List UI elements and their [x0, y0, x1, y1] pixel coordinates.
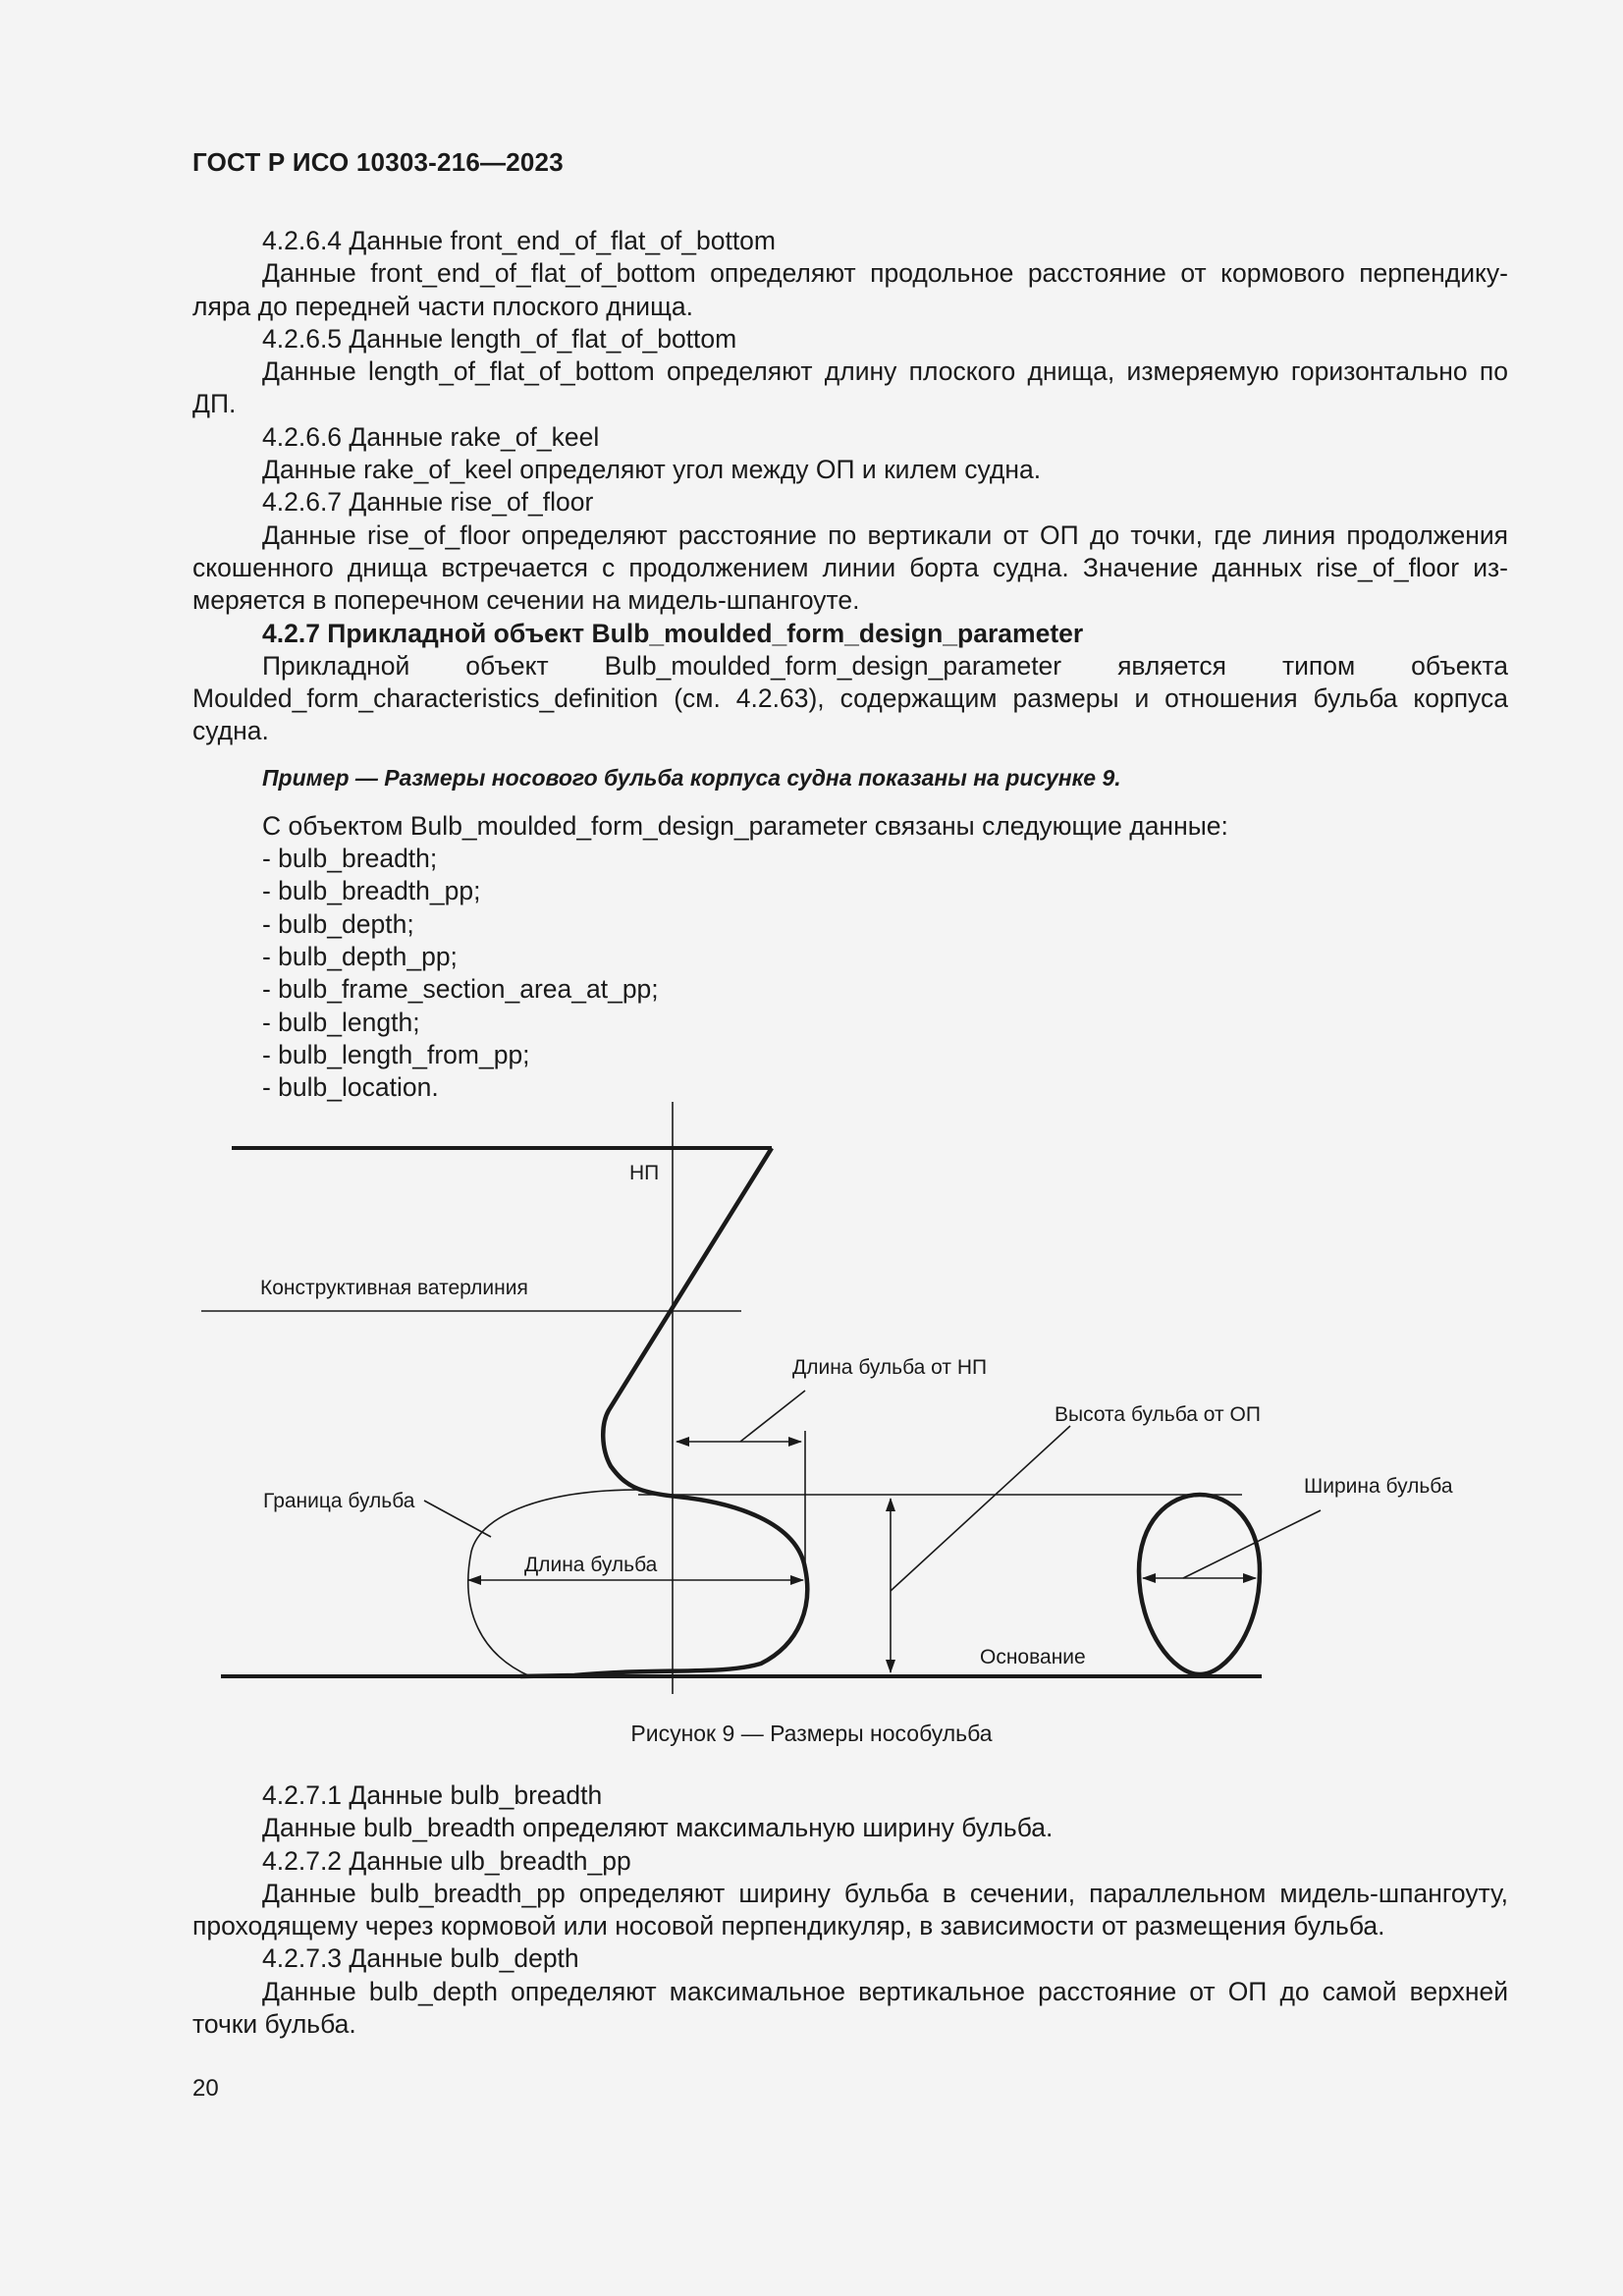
label-np: НП	[629, 1162, 660, 1184]
page-number: 20	[192, 2075, 219, 2102]
bulb-diagram	[0, 1080, 1623, 1728]
list-item: - bulb_length_from_pp;	[262, 1039, 530, 1069]
paragraph: 4.2.7.3 Данные bulb_depth	[262, 1943, 579, 1974]
paragraph: С объектом Bulb_moulded_form_design_parameter связаны следующие данные:	[262, 810, 1228, 841]
paragraph: 4.2.6.4 Данные front_end_of_flat_of_bottom	[262, 226, 776, 255]
paragraph: Данные front_end_of_flat_of_bottom определяют продольное расстояние от кормового перпендику-ляра до передней части плоского днища.	[192, 258, 1508, 321]
paragraph: Данные bulb_depth определяют максимальное вертикальное расстояние от ОП до самой верхней точки бульба.	[192, 1976, 1508, 2040]
list-item: - bulb_location.	[262, 1072, 439, 1103]
label-height-from-op: Высота бульба от ОП	[1055, 1403, 1261, 1426]
example-note: Пример — Размеры носового бульба корпуса судна показаны на рисунке 9.	[262, 764, 1121, 791]
label-breadth: Ширина бульба	[1304, 1475, 1453, 1498]
list-item: - bulb_depth_pp;	[262, 941, 458, 971]
paragraph: 4.2.6.7 Данные rise_of_floor	[262, 487, 594, 518]
length-from-np-leader	[740, 1391, 805, 1442]
paragraph: 4.2.7.2 Данные ulb_breadth_pp	[262, 1845, 631, 1876]
top-text-block	[192, 225, 1508, 1104]
bottom-text-block	[192, 1779, 1508, 2041]
bulb-height-leader	[891, 1426, 1070, 1591]
paragraph: Данные bulb_breadth определяют максимальную ширину бульба.	[262, 1813, 1054, 1843]
data-list	[192, 843, 1508, 1104]
stem-profile	[520, 1148, 807, 1676]
list-item: - bulb_length;	[262, 1007, 420, 1037]
document-header: ГОСТ Р ИСО 10303-216—2023	[192, 147, 564, 177]
label-length: Длина бульба	[524, 1554, 658, 1576]
paragraph: Прикладной объект Bulb_moulded_form_design_parameter является типом объекта Moulded_form_characteristics_definition (см. 4.2.63), содержащим размеры и отношения бульба корпуса судна.	[192, 650, 1508, 746]
bulb-figure	[0, 1080, 1623, 1728]
paragraph: 4.2.7.1 Данные bulb_breadth	[262, 1780, 603, 1810]
paragraph: Данные rise_of_floor определяют расстояние по вертикали от ОП до точки, где линия продолжения скошенного днища встречается с продолжением линии борта судна. Значение данных rise_of_floor из-меряется в поперечном сечении на мидель-шпангоуте.	[192, 519, 1508, 616]
bulb-boundary	[468, 1490, 638, 1676]
figure-caption: Рисунок 9 — Размеры нособульба	[630, 1721, 993, 1746]
paragraph: 4.2.6.5 Данные length_of_flat_of_bottom	[262, 323, 737, 354]
paragraph: Данные length_of_flat_of_bottom определяют длину плоского днища, измеряемую горизонтально по ДП.	[192, 356, 1508, 419]
breadth-leader	[1183, 1510, 1321, 1578]
bulb-cross-section	[1139, 1495, 1260, 1674]
label-waterline: Конструктивная ватерлиния	[260, 1277, 528, 1299]
paragraph: Данные bulb_breadth_pp определяют ширину бульба в сечении, параллельном мидель-шпангоуту, проходящему через кормовой или носовой перпендикуляр, в зависимости от размещения бульба.	[192, 1878, 1508, 1941]
paragraph: 4.2.6.6 Данные rake_of_keel	[262, 421, 600, 452]
label-base: Основание	[980, 1646, 1086, 1668]
list-item: - bulb_depth;	[262, 908, 414, 939]
paragraph: Данные rake_of_keel определяют угол между ОП и килем судна.	[262, 455, 1042, 485]
list-item: - bulb_breadth_pp;	[262, 876, 481, 906]
label-length-from-np: Длина бульба от НП	[792, 1356, 988, 1379]
list-item: - bulb_breadth;	[262, 844, 438, 874]
list-item: - bulb_frame_section_area_at_pp;	[262, 974, 659, 1005]
label-boundary: Граница бульба	[263, 1490, 415, 1512]
section-heading: 4.2.7 Прикладной объект Bulb_moulded_form_design_parameter	[262, 618, 1084, 648]
boundary-leader	[424, 1501, 491, 1537]
